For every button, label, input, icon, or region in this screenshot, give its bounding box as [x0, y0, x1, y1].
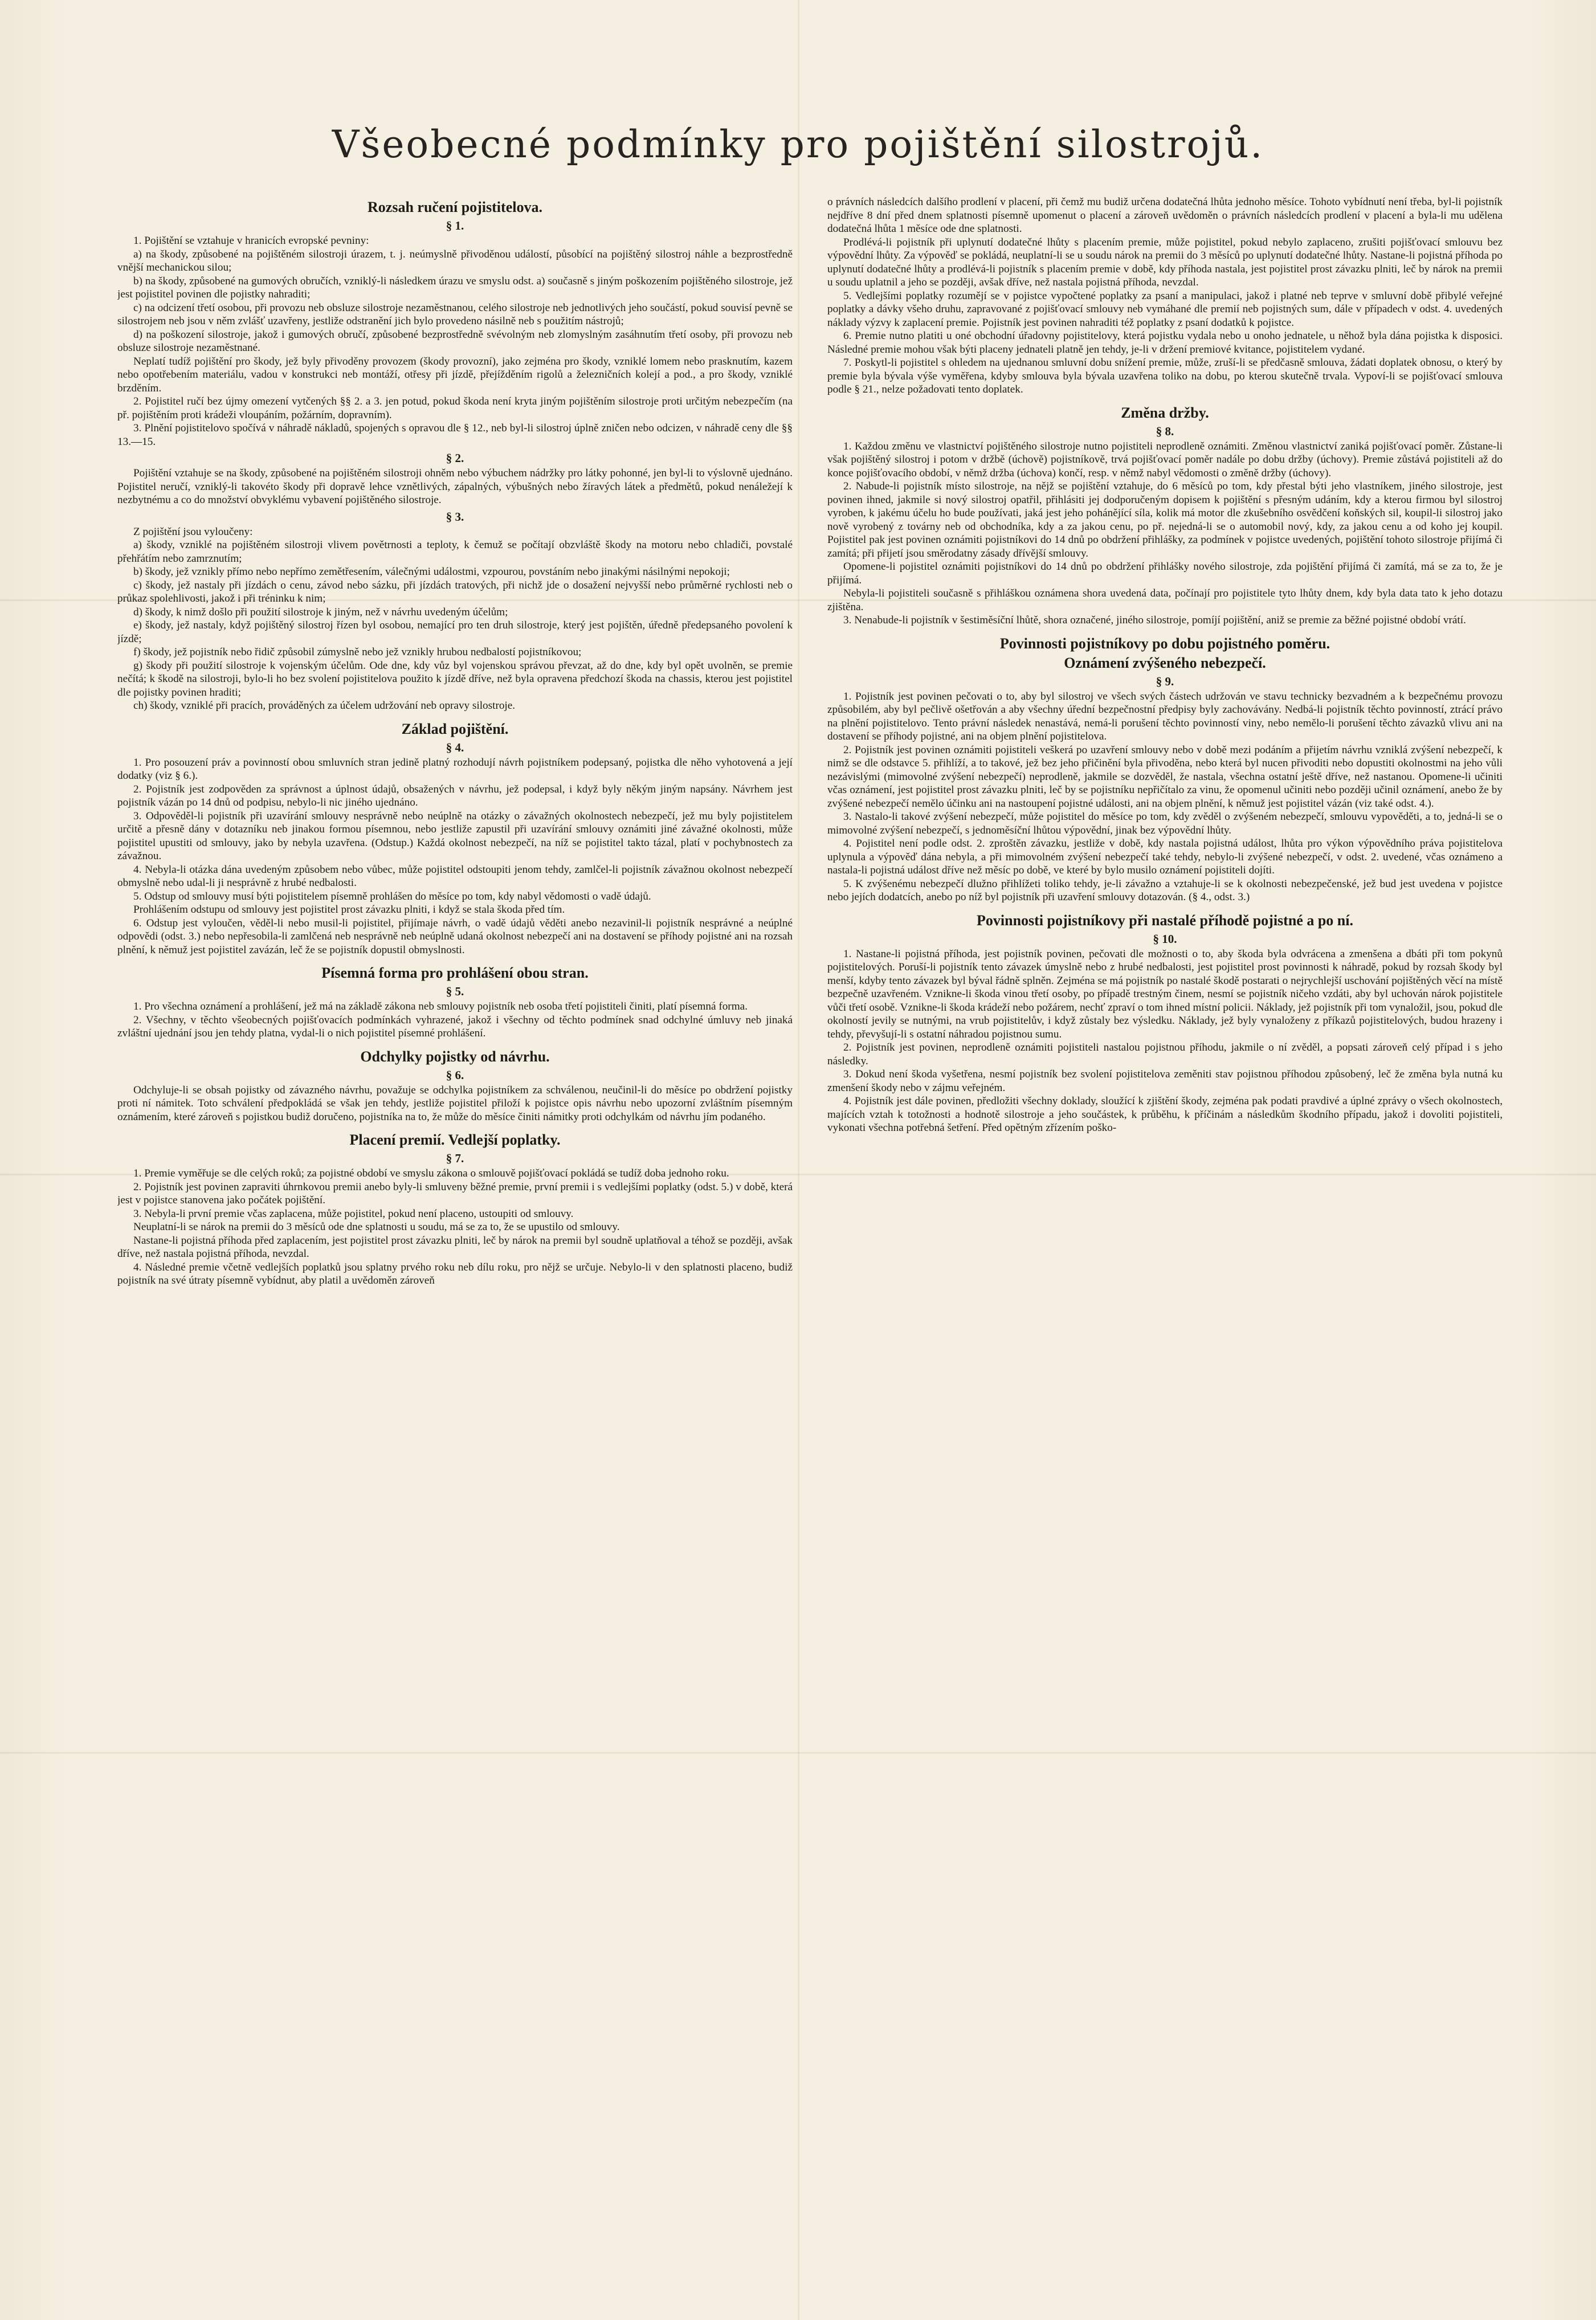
clause: 7. Poskytl-li pojistitel s ohledem na ujednanou smluvní dobu snížení premie, může, zruší-li se předčasně smlouva, žádati doplatek obnosu, o který by premie byla bývala výše vyměřena, kdyby smlouva byla bývala uzavřena toliko na dobu, po kterou skutečně trvala. Vypoví-li se pojišťovací smlouva podle § 21., nelze požadovati tento doplatek.: [827, 357, 1503, 395]
section-heading: Placení premií. Vedlejší poplatky.: [349, 1132, 561, 1148]
clause: Nebyla-li pojistiteli současně s přihláškou oznámena shora uvedená data, počínají pro pojistitele tyto lhůty dnem, kdy byla data tato k jeho dotazu zjištěna.: [827, 587, 1503, 613]
section-heading: Písemná forma pro prohlášení obou stran.: [321, 965, 589, 981]
page-title: Všeobecné podmínky pro pojištění silostrojů.: [332, 122, 1264, 166]
section-heading: Povinnosti pojistníkovy při nastalé příhodě pojistné a po ní.: [977, 912, 1353, 929]
paragraph-number: § 5.: [446, 985, 464, 998]
left-column: [117, 191, 793, 2182]
clause: g) škody při použití silostroje k vojenským účelům. Ode dne, kdy vůz byl vojenskou správou převzat, až do dne, kdy byl opět uvolněn, se premie nečítá; k škodě na silostroji, bylo-li ho bez svolení pojistitelova použito k jízdě dříve, než byla opravena předchozí škoda na chassis, kterou jest pojistitel dle pojistky povinen hraditi;: [117, 659, 793, 699]
clause: 3. Plnění pojistitelovo spočívá v náhradě nákladů, spojených s opravou dle § 12., neb byl-li silostroj úplně zničen nebo odcizen, v náhradě ceny dle §§ 13.—15.: [117, 422, 793, 448]
paragraph-number: § 1.: [446, 219, 464, 232]
clause: Prohlášením odstupu od smlouvy jest pojistitel prost závazku plniti, i když se stala škoda před tím.: [133, 904, 565, 916]
paragraph-number: § 2.: [446, 451, 464, 465]
clause: d) škody, k nimž došlo při použití silostroje k jiným, než v návrhu uvedeným účelům;: [133, 606, 508, 618]
paragraph-number: § 4.: [446, 740, 464, 754]
clause: c) škody, jež nastaly při jízdách o cenu, závod nebo sázku, při jízdách tratových, při nichž jde o dosažení nejvyšší nebo průměrné rychlosti neb o průkaz spolehlivosti, jakož i při tréninku k nim;: [117, 579, 793, 604]
clause: 5. K zvýšenému nebezpečí dlužno přihlížeti toliko tehdy, je-li závažno a vztahuje-li se k okolnosti nebezpečenské, jež bud jest uvedena v pojistce nebo jejích dodatcích, anebo po níž byl pojistník při uzavření smlouvy dotazován. (§ 4., odst. 3.): [827, 877, 1503, 903]
clause: 4. Následné premie včetně vedlejších poplatků jsou splatny prvého roku neb dílu roku, pro nějž se určuje. Nebylo-li v den splatnosti placeno, budiž pojistník na své útraty písemně vybídnut, aby platil a uvědoměn zároveň: [117, 1261, 793, 1286]
clause: Neuplatní-li se nárok na premii do 3 měsíců ode dne splatnosti u soudu, má se za to, že se upustilo od smlouvy.: [133, 1221, 620, 1233]
right-column: [827, 191, 1503, 2182]
clause: b) na škody, způsobené na gumových obručích, vzniklý-li následkem úrazu ve smyslu odst. a) současně s jiným poškozením pojištěného silostroje, jež jest pojistitel povinen dle pojistky nahraditi;: [117, 275, 793, 300]
section-heading: Rozsah ručení pojistitelova.: [368, 199, 542, 215]
clause: ch) škody, vzniklé při pracích, prováděných za účelem udržování neb opravy silostroje.: [133, 700, 516, 712]
clause: 6. Premie nutno platiti u oné obchodní úřadovny pojistitelovy, která pojistku vydala nebo u onoho jednatele, u něhož byla dána pojistka k disposici. Následné premie mohou však býti placeny jednateli platně jen tehdy, je-li v držení premiové kvitance, pojistitelem vydané.: [827, 330, 1503, 356]
clause: Prodlévá-li pojistník při uplynutí dodatečné lhůty s placením premie, může pojistitel, pokud nebylo zaplaceno, zrušiti pojišťovací smlouvu bez výpovědní lhůty. Za výpověď se pokládá, neuplatní-li se u soudu nárok na premii do 3 měsíců po uplynutí dodatečné lhůty. Nastane-li pojistná příhoda po uplynutí dodatečné lhůty a prodlévá-li pojistník s placením premie v době, kdy příhoda nastala, jest pojistitel prost závazku plniti, leč by nárok na premii u soudu uplatnil a jeho se později, avšak dříve, než nastala pojistná příhoda, nevzdal.: [827, 236, 1503, 288]
clause: a) na škody, způsobené na pojištěném silostroji úrazem, t. j. neúmyslně přivoděnou událostí, působící na pojištěný silostroj náhle a bezprostředně vnější mechanickou silou;: [117, 248, 793, 273]
clause: 6. Odstup jest vyloučen, věděl-li nebo musil-li pojistitel, přijímaje návrh, o vadě údajů věděti anebo nezavinil-li pojistník nesprávné a neúplné odpovědi (odst. 3.) nebo nepřesobila-li zamlčená neb nesprávně neb neúplně udaná okolnost nebezpečí ani na dostavení se příhody pojistné ani na rozsah plnění, k němuž jest pojistitel zavázán, leč že se pojistník dopustil obmyslnosti.: [117, 917, 793, 956]
paragraph-number: § 8.: [1156, 424, 1174, 438]
clause: b) škody, jež vznikly přímo nebo nepřímo zemětřesením, válečnými událostmi, vzpourou, povstáním nebo jinakými násilnými nepokoji;: [133, 566, 730, 578]
section-subheading: Oznámení zvýšeného nebezpečí.: [1064, 654, 1266, 671]
clause: e) škody, jež nastaly, když pojištěný silostroj řízen byl osobou, nemající pro ten druh silostroje, který jest pojištěn, úředně předepsaného povolení k jízdě;: [117, 619, 793, 645]
clause: 3. Odpověděl-li pojistník při uzavírání smlouvy nesprávně nebo neúplně na otázky o závažných okolnostech nebezpečí, jež mu byly pojistitelem určitě a přesně dány v dotazníku neb jinakou formou písemnou, nebo jestliže zapustil při uzavírání smlouvy oznámiti jiné závažné okolnosti, může pojistitel upustiti od smlouvy, jako by nebyla uzavřena. (Odstup.) Každá okolnost nebezpečí, na níž se pojistitel takto tázal, platí v pochybnostech za závažnou.: [117, 810, 793, 862]
clause: 2. Pojistník jest zodpověden za správnost a úplnost údajů, obsažených v návrhu, jež podepsal, i když byly někým jiným napsány. Návrhem jest pojistník vázán po 14 dnů od podpisu, nebylo-li nic jiného ujednáno.: [117, 783, 793, 808]
clause: 2. Všechny, v těchto všeobecných pojišťovacích podmínkách vyhrazené, jakož i všechny od těchto podmínek snad odchylné úmluvy neb jinaká zvláštní ujednání jsou jen tehdy platna, vydal-li o nich pojistitel písemné prohlášení.: [117, 1014, 793, 1039]
clause: 5. Odstup od smlouvy musí býti pojistitelem písemně prohlášen do měsíce po tom, kdy nabyl vědomosti o vadě údajů.: [133, 890, 651, 902]
clause: 1. Pro posouzení práv a povinností obou smluvních stran jedině platný rozhodují návrh pojistníkem podepsaný, pojistka dle něho vyhotovená a její dodatky (viz § 6.).: [117, 756, 793, 782]
clause: f) škody, jež pojistník nebo řidič způsobil zúmyslně nebo jež vznikly hrubou nedbalostí pojistníkovou;: [133, 646, 582, 658]
clause: Pojištění vztahuje se na škody, způsobené na pojištěném silostroji ohněm nebo výbuchem nádržky pro látky pohonné, jen byl-li to výslovně ujednáno. Pojistitel neručí, vzniklý-li takovéto škody při dopravě lehce vznětlivých, zápalných, výbušných nebo žíravých látek a předmětů, pokud nenáležejí k nezbytnému a co do množství obvyklému vybavení pojištěného silostroje.: [117, 467, 793, 506]
paper-fold: [798, 0, 799, 2320]
clause: Nastane-li pojistná příhoda před zaplacením, jest pojistitel prost závazku plniti, leč by nárok na premii byl soudně uplatňoval a téhož se později, avšak dříve, než nastala pojistná příhoda, nevzdal.: [117, 1234, 793, 1260]
paragraph-number: § 9.: [1156, 674, 1174, 688]
clause: Neplatí tudíž pojištění pro škody, jež byly přivoděny provozem (škody provozní), jako zejména pro škody, vzniklé lomem nebo prasknutím, kazem nebo opotřebením materiálu, vadou v konstrukci neb montáží, otřesy při jízdě, přejížděním rigolů a železničních kolejí a pod., a pro škody, vzniklé brzděním.: [117, 355, 793, 394]
clause: 1. Premie vyměřuje se dle celých roků; za pojistné období ve smyslu zákona o smlouvě pojišťovací pokládá se tudíž doba jednoho roku.: [133, 1167, 729, 1179]
clause: 3. Dokud není škoda vyšetřena, nesmí pojistník bez svolení pojistitelova zeměniti stav pojistnou příhodou způsobený, leč že změna byla nutná ku zmenšení škody nebo v zájmu veřejném.: [827, 1068, 1503, 1094]
clause: 2. Pojistník jest povinen, neprodleně oznámiti pojistiteli nastalou pojistnou příhodu, jakmile o ní zvěděl, a popsati zároveň celý případ i s jeho následky.: [827, 1041, 1503, 1067]
clause: o právních následcích dalšího prodlení v placení, při čemž mu budiž určena dodatečná lhůta jednoho měsíce. Tohoto vybídnutí není třeba, byl-li pojistník nejdříve 8 dní před dnem splatnosti písemně upomenut o placení a zároveň uvědoměn o právních následcích prodlení v placení a byla-li mu udělena dodatečná lhůta 1 měsíce ode dne splatnosti.: [827, 196, 1503, 235]
clause: 1. Pojistník jest povinen pečovati o to, aby byl silostroj ve všech svých částech udržován ve stavu technicky bezvadném a k bezpečnému provozu způsobilém, aby byl pečlivě ošetřován a aby všechny úřední bezpečnostní předpisy byly zachovávány. Nedbá-li pojistník těchto povinností, ztrácí právo na plnění pojistitelovo. Tento právní následek nenastává, nemá-li porušení těchto povinností viny, nebo nemělo-li porušení těchto závazků vlivu ani na dostavení se příhody pojistné, ani na objem plnění pojistitelova.: [827, 690, 1503, 742]
section-heading: Změna držby.: [1121, 404, 1209, 421]
paragraph-number: § 10.: [1153, 932, 1177, 946]
clause: 5. Vedlejšími poplatky rozumějí se v pojistce vypočtené poplatky za psaní a manipulaci, jakož i platné neb teprve v smluvní době přibylé veřejné poplatky a dávky všeho druhu, zapravované z pojišťovací smlouvy neb vymáhané dle premií neb pojistných sum, dále v případech v odst. 4. uvedených náklady výzvy k zaplacení premie. Pojistník jest povinen nahraditi též poplatky z psaní dodatků k pojistce.: [827, 289, 1503, 329]
clause: 2. Pojistitel ručí bez újmy omezení vytčených §§ 2. a 3. jen potud, pokud škoda není kryta jiným pojištěním silostroje proti určitým nebezpečím (na př. pojištěním proti krádeži vloupáním, požárním, dopravním).: [117, 395, 793, 421]
clause: a) škody, vzniklé na pojištěném silostroji vlivem povětrnosti a teploty, k čemuž se počítají obzvláště škody na motoru nebo chladiči, povstalé přehřátím nebo zamrznutím;: [117, 539, 793, 565]
section-heading: Povinnosti pojistníkovy po dobu pojistného poměru.: [999, 635, 1330, 652]
clause: 4. Nebyla-li otázka dána uvedeným způsobem nebo vůbec, může pojistitel odstoupiti jenom tehdy, zamlčel-li pojistník závažnou okolnost nebezpečí obmyslně nebo udal-li ji nesprávně z hrubé nedbalosti.: [117, 863, 793, 889]
clause: 4. Pojistník jest dále povinen, předložiti všechny doklady, sloužící k zjištění škody, zejména pak podati pravdivé a úplné zprávy o všech okolnostech, majících vztah k totožnosti a hodnotě silostroje a jeho součástek, k průběhu, k příčinám a následkům škodního případu, jakož i dovoliti pojistiteli, vykonati všechna potřebná šetření. Před opětným zřízením poško-: [827, 1095, 1503, 1134]
section-heading: Základ pojištění.: [401, 720, 509, 737]
clause: Z pojištění jsou vyloučeny:: [133, 525, 253, 538]
clause: 2. Pojistník jest povinen zapraviti úhrnkovou premii anebo byly-li smluveny běžné premie, první premii i s vedlejšími poplatky (odst. 5.) v době, která jest v pojistce stanovena jako počátek pojištění.: [117, 1181, 793, 1206]
paragraph-number: § 3.: [446, 509, 464, 524]
section-heading: Odchylky pojistky od návrhu.: [360, 1048, 550, 1065]
clause: 3. Nebyla-li první premie včas zaplacena, může pojistitel, pokud není placeno, ustoupiti od smlouvy.: [133, 1207, 574, 1220]
clause: 1. Nastane-li pojistná příhoda, jest pojistník povinen, pečovati dle možnosti o to, aby škoda byla odvrácena a zmenšena a dbáti při tom pokynů pojistitelových. Poruší-li pojistník tento závazek úmyslně nebo z hrubé nedbalosti, jest pojistitel prost povinnosti k náhradě, pokud by rozsah škody byl menší, kdyby tento závazek byl býval řádně splněn. Zejména se má pojistník po nastalé škodě postarati o nejrychlejší uschování pojištěných věcí na místě bezpečně uzavřeném. Vznikne-li škoda vinou třetí osoby, po případě trestným činem, nesmí se pojistník ničeho vzdáti, aby byl uchován nárok pojistitele vůči třetí osobě. Vznikne-li škoda krádeží nebo požárem, nechť zpraví o tom ihned místní policii. Náklady, jež pojistník při tom vynaložil, jsou, pokud dle okolností jevily se nutnými, na vrub pojistitelův, i když zůstaly bez výsledku. Náklady, jež byly vynaloženy z příkazů pojistitelových, budou hrazeny i tehdy, převyšují-li s ostatní náhradou pojistnou sumu.: [827, 947, 1503, 1040]
clause: d) na poškození silostroje, jakož i gumových obručí, způsobené bezprostředně svévolným neb zlomyslným zasáhnutím třetí osoby, při provozu neb obsluze silostroje nezaměstnané.: [117, 328, 793, 354]
clause: 1. Pro všechna oznámení a prohlášení, jež má na základě zákona neb smlouvy pojistník neb osoba třetí pojistiteli činiti, platí písemná forma.: [133, 1000, 748, 1012]
clause: 4. Pojistitel není podle odst. 2. zproštěn závazku, jestliže v době, kdy nastala pojistná událost, lhůta pro výkon výpovědního práva pojistitelova uplynula a výpověď dána nebyla, a při mimovolném zvýšení nebezpečí také tehdy, nebylo-li zvýšené nebezpečí, v odst. 2. uvedené, včas oznámeno a nastala-li pojistná událost dříve než měsíc po době, ve které by bylo musilo oznámení pojistiteli dojíti.: [827, 838, 1503, 876]
clause: c) na odcizení třetí osobou, při provozu neb obsluze silostroje nezaměstnanou, celého silostroje neb jednotlivých jeho součástí, pokud souvisí pevně se silostrojem neb jsou v něm zvlášť uzavřeny, jestliže odstranění jich bylo provedeno násilně neb s použitím nástrojů;: [117, 301, 793, 327]
clause: 1. Pojištění se vztahuje v hranicích evropské pevniny:: [133, 235, 369, 247]
clause: Odchyluje-li se obsah pojistky od závazného návrhu, považuje se odchylka pojistníkem za schválenou, neučinil-li do měsíce po obdržení pojistky proti ní námitek. Toto schválení předpokládá se však jen tehdy, jestliže pojistitel přiloží k pojistce opis návrhu nebo upozorní zvláštním písemným oznámením, které zároveň s pojistkou budiž doručeno, pojistníka na to, že může do měsíce činiti námitky proti odchylkám od návrhu jím podaného.: [117, 1084, 793, 1123]
paragraph-number: § 6.: [446, 1068, 464, 1082]
paragraph-number: § 7.: [446, 1151, 464, 1165]
clause: 2. Nabude-li pojistník místo silostroje, na nějž se pojištění vztahuje, do 6 měsíců po tom, kdy přestal býti jeho vlastníkem, jiného silostroje, jest povinen ihned, jakmile si nový silostroj opatřil, přihlásiti jej dodporučeným dopisem k pojištění s přesným udáním, kdy a kterou firmou byl silostroj vyroben, k jakému účelu ho bude používati, jaká jest jeho pohánějící síla, kolik má motor dle zkušebního osvědčení koňských sil, koupil-li silostroj jako nově vyrobený z továrny neb od obchodníka, kdy a za jakou cenu, po př. nejedná-li se o automobil nový, kdy, za jakou cenu a od koho jej koupil. Pojistitel pak jest povinen oznámiti pojistníkovi do 14 dnů po obdržení přihlášky, za podmínek v pojistce uvedených, pojištění tohoto silostroje přijímá či zamítá; při přijetí jsou směrodatny zásady dřívější smlouvy.: [827, 480, 1503, 559]
clause: 1. Každou změnu ve vlastnictví pojištěného silostroje nutno pojistiteli neprodleně oznámiti. Změnou vlastnictví zaniká pojišťovací poměr. Zůstane-li však pojištěný silostroj i potom v držbě (úchově) pojistníkově, trvá pojišťovací poměr nadále po dobu držby (úchovy). Premie zůstává pojistiteli až do konce pojišťovacího období, v němž držba (úchova) končí, resp. v němž nabyl vědomosti o změně držby (úchovy).: [827, 440, 1503, 479]
clause: 3. Nenabude-li pojistník v šestiměsíční lhůtě, shora označené, jiného silostroje, pomíjí pojištění, aniž se premie za běžné pojistné období vrátí.: [843, 614, 1466, 626]
clause: 3. Nastalo-li takové zvýšení nebezpečí, může pojistitel do měsíce po tom, kdy zvěděl o zvýšeném nebezpečí, smlouvu vypověděti, a to, jedná-li se o mimovolné zvýšení nebezpečí, s jednoměsíční lhůtou výpovědní, jinak bez výpovědní lhůty.: [827, 811, 1503, 836]
clause: Opomene-li pojistitel oznámiti pojistníkovi do 14 dnů po obdržení přihlášky nového silostroje, zda pojištění přijímá či zamítá, má se za to, že je přijímá.: [827, 561, 1503, 586]
clause: 2. Pojistník jest povinen oznámiti pojistiteli veškerá po uzavření smlouvy nebo v době mezi podáním a přijetím návrhu vzniklá zvýšení nebezpečí, k nimž se dle odstavce 5. přihlíží, a to takové, jež bez jeho přičinění byla přivoděna, nebo která byl nucen přivoditi nebo dopustiti okolnostmi na jeho vůli nezávislými (mimovolné zvýšení nebezpečí) neprodleně, jakmile se dozvěděl, že nastala, všechna ostatní ještě dříve, než nastanou. Opomene-li učiniti včas oznámení, jest pojistitel prost závazku plniti, leč by se pojistníku nepřičítalo za vinu, že opomenul učiniti nebo později učinil oznámení, anebo že by zvýšené nebezpečí nemělo účinku ani na nastoupení pojistné události, ani na objem plnění, k němuž jest pojistitel vázán (viz také odst. 4.).: [827, 744, 1503, 810]
